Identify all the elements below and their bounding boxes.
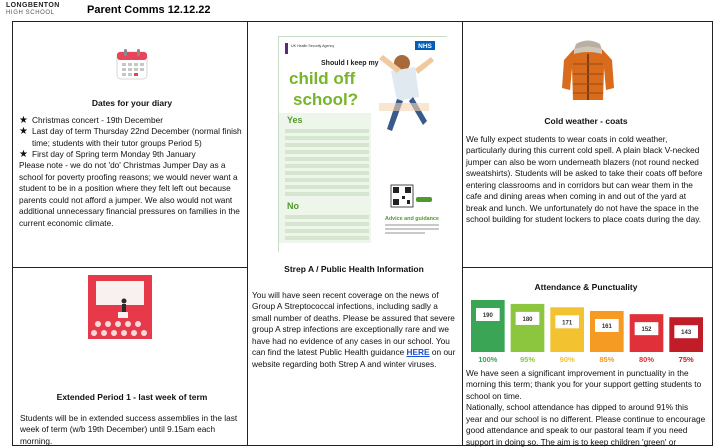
poster-graphic bbox=[279, 37, 448, 253]
bar-category-label: 95% bbox=[519, 355, 536, 364]
diary-section bbox=[19, 98, 245, 266]
child-off-school-poster[interactable] bbox=[278, 36, 447, 252]
jumper-day-note: Please note - we do not 'do' Christmas Jumper Day as a school for poverty proofing reasons; we would never want a student to be in a position where they felt left out because parents could not afford a jumper. We also would not want additional unnecessary financial pressures on families in the current economic climate. bbox=[19, 160, 240, 228]
poster-yes-label: Yes bbox=[287, 115, 303, 125]
coats-title-wrap bbox=[470, 116, 702, 128]
poster-no-label: No bbox=[287, 201, 299, 211]
assembly-text: Students will be in extended success assemblies in the last week of term (w/b 19th December) until 9.15am each morning. bbox=[20, 413, 238, 446]
bar-category-label: 100% bbox=[478, 355, 498, 364]
star-bullet-icon: ★ bbox=[19, 114, 28, 126]
agency-label: UK Health Security Agency bbox=[291, 44, 335, 48]
attendance-title: Attendance & Punctuality bbox=[534, 282, 638, 292]
diary-list bbox=[19, 115, 245, 161]
diary-item: ★ Christmas concert - 19th December bbox=[19, 114, 163, 126]
diary-item: ★ Last day of term Thursday 22nd December (normal finish time; students with their tutor groups Period 5) bbox=[19, 126, 242, 148]
coats-text: We fully expect students to wear coats in cold weather, particularly during this current cold spell. A plain black V-necked jumper can also be worn underneath blazers (not round necked sweatshirts). Students will be asked to take their coats off before entering classrooms and in corridors but can wear them in the cafe and dining areas when coming in and out of the yard at break and lunch. We unfortunately do not have the space in the school building for student lockers to place coats during the day. bbox=[466, 134, 703, 225]
bar-category-label: 90% bbox=[559, 355, 575, 364]
attendance-bar bbox=[550, 307, 584, 352]
attendance-bar bbox=[511, 304, 545, 352]
calendar-icon bbox=[115, 47, 149, 81]
bar-value-label: 152 bbox=[641, 327, 652, 334]
bar-category-label: 85% bbox=[599, 355, 615, 364]
strep-text: You will have seen recent coverage on the news of Group A Streptococcal infections, including sadly a small number of deaths. Please be assured that severe group A strep infections are exceptionally rare and we have had no evidence of any cases in our school. You can find the latest Public Health guidance HERE on our website regarding both Strep A and winter viruses. bbox=[252, 290, 456, 369]
winter-coat-icon bbox=[556, 38, 620, 104]
coats-title: Cold weather - coats bbox=[544, 116, 628, 126]
bar-value-label: 180 bbox=[522, 316, 533, 323]
attendance-bar bbox=[471, 300, 505, 352]
diary-title: Dates for your diary bbox=[91, 98, 173, 108]
column-divider-2 bbox=[462, 22, 463, 445]
attendance-text-2: Nationally, school attendance has dipped to around 91% this year and our school is no different. Please continue to encourage good attendance and speak to our pastoral team if you need support in doing so. The aim is to keep children 'green' or bbox=[466, 402, 706, 447]
bar-category-label: 75% bbox=[678, 355, 694, 364]
assembly-title: Extended Period 1 - last week of term bbox=[56, 392, 208, 402]
school-logo bbox=[6, 2, 60, 16]
bar-value-label: 171 bbox=[562, 320, 573, 327]
bar-category-label: 80% bbox=[638, 355, 655, 364]
bar-value-label: 190 bbox=[482, 313, 493, 319]
strep-section bbox=[252, 290, 457, 370]
document-title: Parent Comms 12.12.22 bbox=[87, 4, 211, 16]
bar-value-label: 143 bbox=[681, 330, 692, 337]
poster-headline-1: child off bbox=[289, 69, 356, 88]
qr-code-icon bbox=[391, 185, 413, 207]
bar-value-label: 161 bbox=[601, 323, 612, 330]
diary-item: ★ First day of Spring term Monday 9th January bbox=[19, 149, 196, 161]
logo-line-1: LONGBENTON bbox=[6, 2, 60, 9]
attendance-text-1: We have seen a significant improvement in punctuality in the morning this term; thank you for your support getting students to school on time. bbox=[466, 368, 702, 401]
star-bullet-icon: ★ bbox=[19, 126, 28, 138]
nhs-logo: NHS bbox=[418, 43, 432, 50]
coats-section bbox=[466, 134, 706, 264]
column-divider-1 bbox=[247, 22, 248, 445]
advice-title: Advice and guidance bbox=[385, 216, 439, 222]
row-divider-right bbox=[462, 267, 712, 268]
guidance-link[interactable]: HERE bbox=[406, 347, 430, 358]
attendance-section bbox=[466, 368, 706, 447]
assembly-section bbox=[20, 413, 244, 446]
poster-question: Should I keep my bbox=[321, 60, 379, 67]
attendance-title-wrap bbox=[470, 282, 702, 294]
logo-line-2: HIGH SCHOOL bbox=[6, 10, 55, 16]
presentation-audience-icon bbox=[88, 275, 152, 339]
page-header bbox=[0, 0, 720, 20]
strep-title-wrap bbox=[252, 264, 456, 276]
strep-title: Strep A / Public Health Information bbox=[284, 264, 424, 274]
attendance-chart bbox=[468, 296, 706, 366]
assembly-title-wrap bbox=[20, 392, 244, 404]
poster-headline-2: school? bbox=[293, 90, 359, 109]
row-divider-left bbox=[13, 267, 247, 268]
star-bullet-icon: ★ bbox=[19, 149, 28, 161]
